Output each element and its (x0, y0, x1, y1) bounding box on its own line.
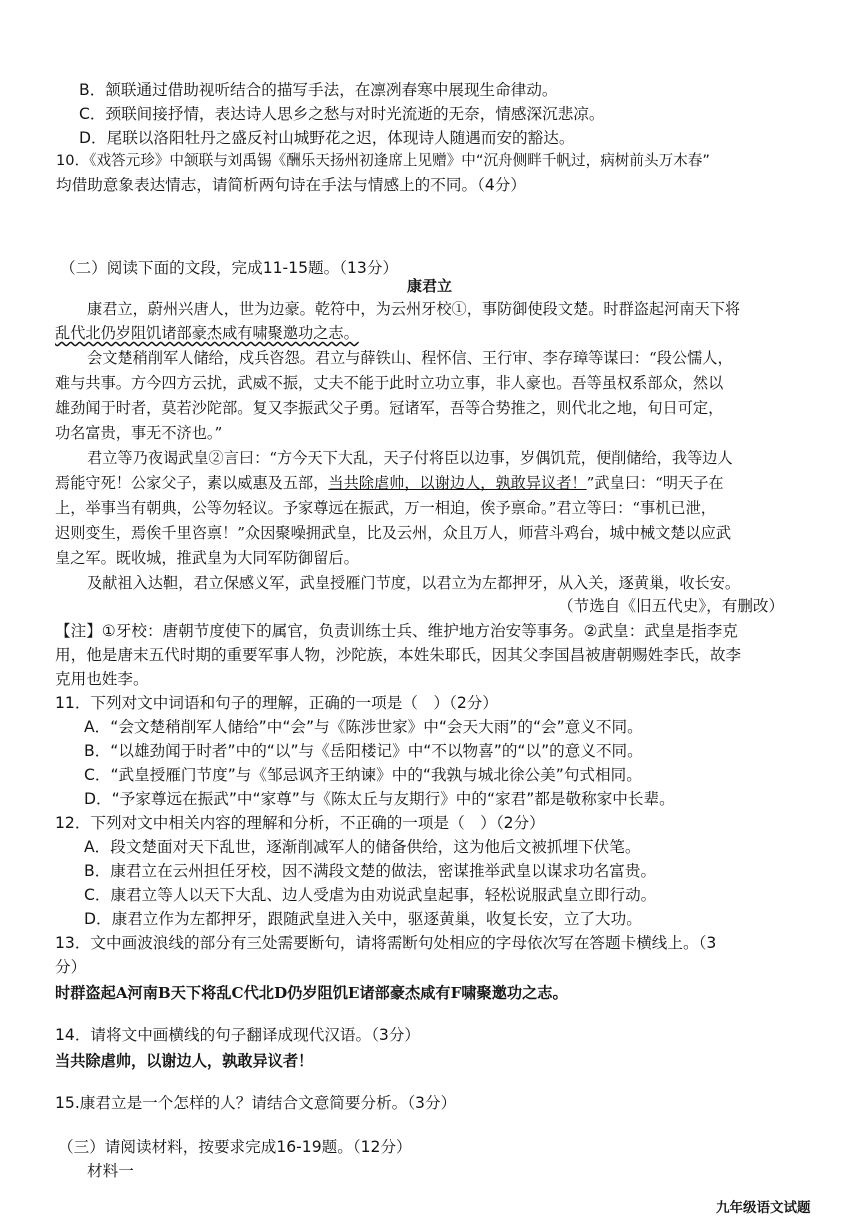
q11-option-d: D．“予家尊远在振武”中“家尊”与《陈太丘与友期行》中的“家君”都是敬称家中长辈。 (84, 790, 675, 808)
passage-p4: 及献祖入达靼，君立保感义军，武皇授雁门节度，以君立为左都押牙，从入关，逐黄巢，收长安。 (87, 574, 741, 592)
q11-option-c: C．“武皇授雁门节度”与《邹忌讽齐王纳谏》中的“我孰与城北徐公美”句式相同。 (84, 766, 642, 784)
option-b: B．颔联通过借助视听结合的描写手法，在凛冽春寒中展现生命律动。 (79, 81, 558, 99)
passage-title: 康君立 (407, 277, 453, 295)
passage-p1-a: 康君立，蔚州兴唐人，世为边豪。乾符中，为云州牙校①，事防御使段文楚。时群盗起河南天下将 (87, 300, 741, 318)
note-line3: 克用也姓李。 (55, 670, 149, 688)
q13-segments: 时群盗起A河南B天下将乱C代北D仍岁阻饥E诸部豪杰咸有F啸聚邀功之志。 (55, 984, 568, 1002)
passage-p3-b-pre: 焉能守死！公家父子，素以威惠及五部， (55, 474, 329, 492)
q12-stem: 12．下列对文中相关内容的理解和分析，不正确的一项是（ ）（2分） (55, 814, 545, 832)
q11-stem: 11．下列对文中词语和句子的理解，正确的一项是（ ）（2分） (55, 694, 498, 712)
passage-p3-d: 迟则变生，焉俟千里咨禀！”众因聚噪拥武皇，比及云州，众且万人，师营斗鸡台，城中械文楚以应武 (55, 524, 732, 542)
passage-p2-a: 会文楚稍削军人储给，戍兵咨怨。君立与薛铁山、程怀信、王行审、李存璋等谋曰：“段公懦人， (87, 349, 733, 367)
q11-option-a: A．“会文楚稍削军人储给”中“会”与《陈涉世家》中“会天大雨”的“会”意义不同。 (84, 718, 643, 736)
q13-stem-a: 13．文中画波浪线的部分有三处需要断句，请将需断句处相应的字母依次写在答题卡横线上。（3 (55, 934, 717, 952)
passage-p3-e: 皇之军。既收城，推武皇为大同军防御留后。 (55, 549, 359, 567)
q13-stem-b: 分） (55, 958, 87, 976)
section3-header: （三）请阅读材料，按要求完成16-19题。（12分） (58, 1138, 412, 1156)
section3-material-label: 材料一 (87, 1162, 134, 1180)
note-line2: 用，他是唐末五代时期的重要军事人物，沙陀族，本姓朱耶氏，因其父李国昌被唐朝赐姓李氏，故李 (55, 646, 742, 664)
passage-p3-a: 君立等乃夜谒武皇②言曰：“方今天下大乱，天子付将臣以边事，岁偶饥荒，便削储给，我等边人 (87, 449, 733, 467)
passage-p2-b: 难与共事。方今四方云扰，武威不振，丈夫不能于此时立功立事，非人豪也。吾等虽权系部众，然以 (55, 374, 724, 392)
q12-option-a: A．段文楚面对天下乱世，逐渐削减军人的储备供给，这为他后文被抓埋下伏笔。 (84, 838, 641, 856)
section2-header: （二）阅读下面的文段，完成11-15题。（13分） (60, 259, 399, 277)
q11-option-b: B．“以雄劲闻于时者”中的“以”与《岳阳楼记》中“不以物喜”的“以”的意义不同。 (84, 742, 643, 760)
passage-p3-c: 上，举事当有朝典，公等勿轻议。予家尊远在振武，万一相迫，俟予禀命。”君立等曰：“事机已泄， (55, 499, 716, 517)
q10-line1: 10．《戏答元珍》中颔联与刘禹锡《酬乐天扬州初逢席上见赠》中“沉舟侧畔千帆过，病树前头万木春” (56, 152, 710, 169)
q12-option-c: C．康君立等人以天下大乱、边人受虐为由劝说武皇起事，轻松说服武皇立即行动。 (84, 886, 657, 904)
q14-sentence: 当共除虐帅，以谢边人，孰敢异议者！ (55, 1052, 314, 1070)
passage-p3-b-post: ”武皇曰：“明天子在 (586, 474, 724, 492)
q12-option-d: D．康君立作为左都押牙，跟随武皇进入关中，驱逐黄巢，收复长安，立了大功。 (84, 910, 642, 928)
page-footer-label: 九年级语文试题 (716, 1200, 811, 1216)
q14-stem: 14．请将文中画横线的句子翻译成现代汉语。（3分） (55, 1026, 421, 1044)
passage-source: （节选自《旧五代史》，有删改） (558, 597, 785, 615)
passage-p1-b-wavy: 乱代北仍岁阻饥诸部豪杰咸有啸聚邀功之志。 (55, 324, 359, 342)
passage-p3-b (55, 473, 724, 493)
q15-stem: 15.康君立是一个怎样的人？请结合文意简要分析。（3分） (55, 1094, 457, 1112)
passage-p2-d: 功名富贵，事无不济也。” (55, 424, 223, 442)
passage-p2-c: 雄劲闻于时者，莫若沙陀部。复又李振武父子勇。冠诸军，吾等合势推之，则代北之地，旬日可定， (55, 399, 724, 417)
q12-option-b: B．康君立在云州担任牙校，因不满段文楚的做法，密谋推举武皇以谋求功名富贵。 (84, 862, 657, 880)
option-d: D．尾联以洛阳牡丹之盛反衬山城野花之迟，体现诗人随遇而安的豁达。 (79, 129, 575, 147)
passage-p3-b-underlined: 当共除虐帅，以谢边人，孰敢异议者！ (328, 474, 587, 492)
option-c: C．颈联间接抒情，表达诗人思乡之愁与对时光流逝的无奈，情感深沉悲凉。 (79, 105, 605, 123)
note-line1: 【注】①牙校：唐朝节度使下的属官，负责训练士兵、维护地方治安等事务。②武皇：武皇是指李克 (55, 622, 738, 640)
q10-line2: 均借助意象表达情志，请简析两句诗在手法与情感上的不同。（4分） (56, 176, 526, 194)
